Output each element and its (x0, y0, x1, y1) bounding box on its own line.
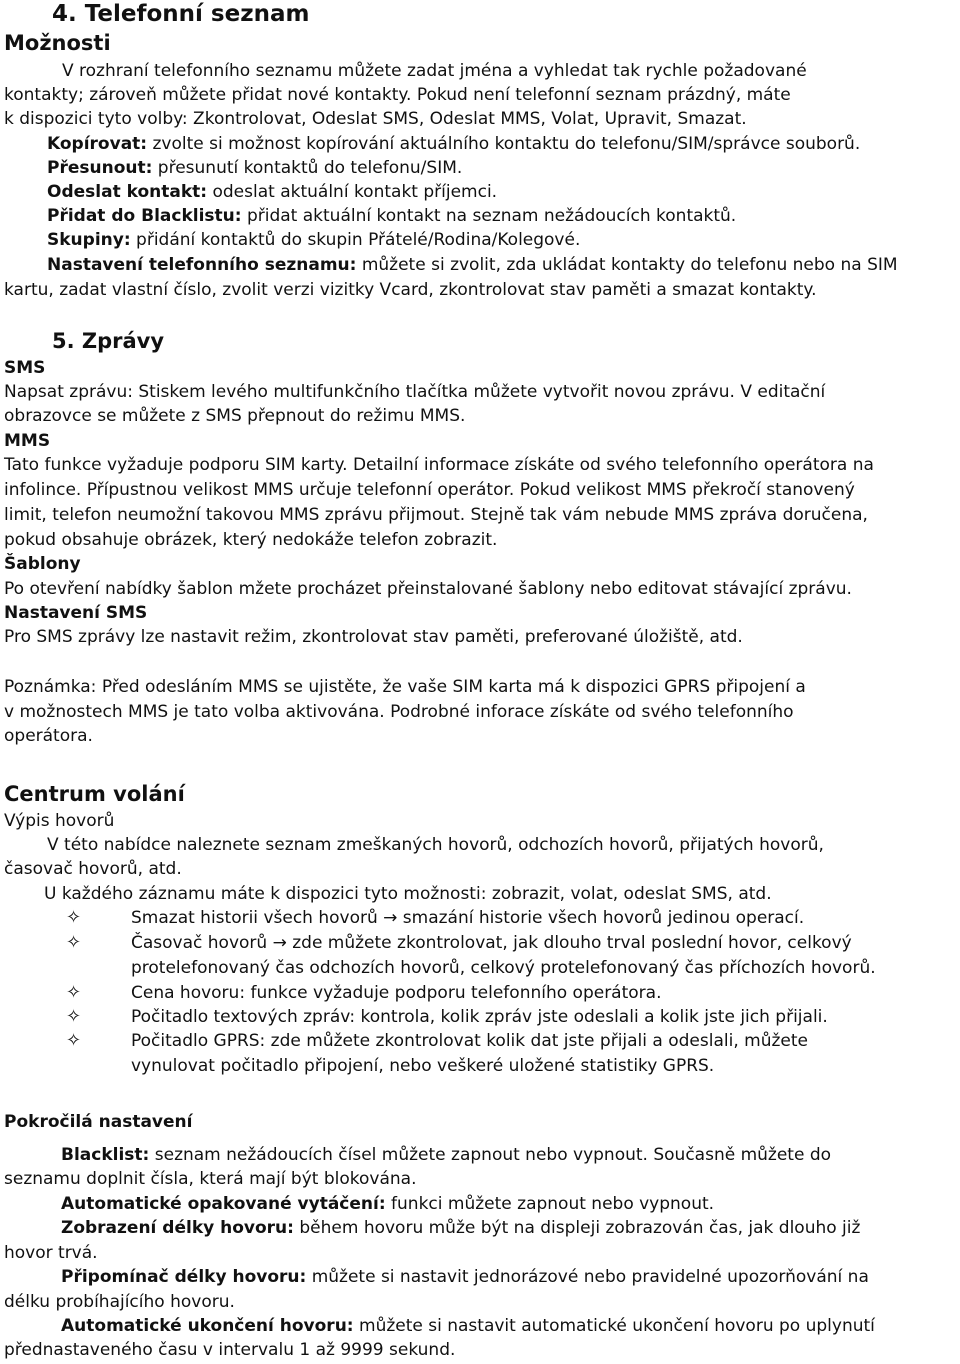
bullet-text: Počitadlo textových zpráv: kontrola, kolik zpráv jste odeslali a kolik jste jich přijali. (131, 1007, 828, 1027)
record-options: U každého záznamu máte k dispozici tyto možnosti: zobrazit, volat, odeslat SMS, atd. (44, 884, 772, 904)
sms-line: obrazovce se můžete z SMS přepnout do režimu MMS. (4, 406, 466, 426)
star-bullet-icon: ✧ (66, 1030, 82, 1051)
section-5-heading: 5. Zprávy (52, 329, 165, 353)
star-bullet-icon: ✧ (66, 932, 82, 953)
option-send-contact: Odeslat kontakt: odeslat aktuální kontakt příjemci. (47, 182, 498, 202)
advanced-item: Zobrazení délky hovoru: během hovoru může být na displeji zobrazován čas, jak dlouho již (61, 1218, 861, 1238)
bullet-text: vynulovat počitadlo připojení, nebo veškeré uložené statistiky GPRS. (131, 1056, 715, 1076)
note-line: operátora. (4, 726, 93, 746)
intro-line: k dispozici tyto volby: Zkontrolovat, Odeslat SMS, Odeslat MMS, Volat, Upravit, Smazat. (4, 109, 747, 129)
call-list-line: časovač hovorů, atd. (4, 859, 182, 879)
advanced-item-continuation: hovor trvá. (4, 1243, 98, 1263)
mms-line: Tato funkce vyžaduje podporu SIM karty. Detailní informace získáte od svého telefonního operátora na (4, 455, 874, 475)
option-copy: Kopírovat: zvolte si možnost kopírování aktuálního kontaktu do telefonu/SIM/správce souborů. (47, 134, 861, 154)
call-list-heading: Výpis hovorů (4, 811, 115, 831)
bullet-text: Smazat historii všech hovorů → smazání historie všech hovorů jedinou operací. (131, 908, 805, 928)
section-4-heading: 4. Telefonní seznam (52, 1, 310, 27)
star-bullet-icon: ✧ (66, 907, 82, 928)
mms-heading: MMS (4, 431, 51, 451)
option-groups: Skupiny: přidání kontaktů do skupin Přátelé/Rodina/Kolegové. (47, 230, 581, 250)
note-line: v možnostech MMS je tato volba aktivována. Podrobné inforace získáte od svého telefonního (4, 702, 794, 722)
intro-line: V rozhraní telefonního seznamu můžete zadat jména a vyhledat tak rychle požadované (62, 61, 807, 81)
advanced-item-continuation: přednastaveného času v intervalu 1 až 9999 sekund. (4, 1340, 456, 1360)
mms-line: limit, telefon neumožní takovou MMS zprávu přijmout. Stejně tak vám nebude MMS zpráva doručena, (4, 505, 868, 525)
templates-heading: Šablony (4, 554, 81, 574)
sms-line: Napsat zprávu: Stiskem levého multifunkčního tlačítka můžete vytvořit novou zprávu. V editační (4, 382, 826, 402)
call-list-line: V této nabídce naleznete seznam zmeškaných hovorů, odchozích hovorů, přijatých hovorů, (47, 835, 824, 855)
advanced-heading: Pokročilá nastavení (4, 1112, 193, 1132)
note-line: Poznámka: Před odesláním MMS se ujistěte, že vaše SIM karta má k dispozici GPRS připojení a (4, 677, 806, 697)
call-center-heading: Centrum volání (4, 782, 185, 806)
advanced-item-continuation: seznamu doplnit čísla, která mají být blokována. (4, 1169, 417, 1189)
sms-settings-line: Pro SMS zprávy lze nastavit režim, zkontrolovat stav paměti, preferované úložiště, atd. (4, 627, 743, 647)
advanced-item: Automatické ukončení hovoru: můžete si nastavit automatické ukončení hovoru po uplynutí (61, 1316, 875, 1336)
options-heading: Možnosti (4, 31, 111, 55)
bullet-text: protelefonovaný čas odchozích hovorů, celkový protelefonovaný čas příchozích hovorů. (131, 958, 876, 978)
bullet-text: Počitadlo GPRS: zde můžete zkontrolovat kolik dat jste přijali a odeslali, můžete (131, 1031, 808, 1051)
star-bullet-icon: ✧ (66, 982, 82, 1003)
bullet-text: Časovač hovorů → zde můžete zkontrolovat, jak dlouho trval poslední hovor, celkový (131, 933, 852, 953)
option-move: Přesunout: přesunutí kontaktů do telefonu/SIM. (47, 158, 463, 178)
option-blacklist: Přidat do Blacklistu: přidat aktuální kontakt na seznam nežádoucích kontaktů. (47, 206, 737, 226)
sms-settings-heading: Nastavení SMS (4, 603, 148, 623)
advanced-item: Blacklist: seznam nežádoucích čísel můžete zapnout nebo vypnout. Současně můžete do (61, 1145, 832, 1165)
sms-heading: SMS (4, 358, 46, 378)
bullet-text: Cena hovoru: funkce vyžaduje podporu telefonního operátora. (131, 983, 662, 1003)
advanced-item-continuation: délku probíhajícího hovoru. (4, 1292, 235, 1312)
mms-line: infolince. Přípustnou velikost MMS určuje telefonní operátor. Pokud velikost MMS překročí stanovený (4, 480, 855, 500)
settings-continuation: kartu, zadat vlastní číslo, zvolit verzi vizitky Vcard, zkontrolovat stav paměti a smazat kontakty. (4, 280, 817, 300)
advanced-item: Připomínač délky hovoru: můžete si nastavit jednorázové nebo pravidelné upozorňování na (61, 1267, 869, 1287)
templates-line: Po otevření nabídky šablon mžete procházet přeinstalované šablony nebo editovat stávající zprávu. (4, 579, 852, 599)
advanced-item: Automatické opakované vytáčení: funkci můžete zapnout nebo vypnout. (61, 1194, 715, 1214)
intro-line: kontakty; zároveň můžete přidat nové kontakty. Pokud není telefonní seznam prázdný, máte (4, 85, 791, 105)
star-bullet-icon: ✧ (66, 1006, 82, 1027)
option-phonebook-settings: Nastavení telefonního seznamu: můžete si zvolit, zda ukládat kontakty do telefonu nebo na SIM (47, 255, 898, 275)
mms-line: pokud obsahuje obrázek, který nedokáže telefon zobrazit. (4, 530, 498, 550)
